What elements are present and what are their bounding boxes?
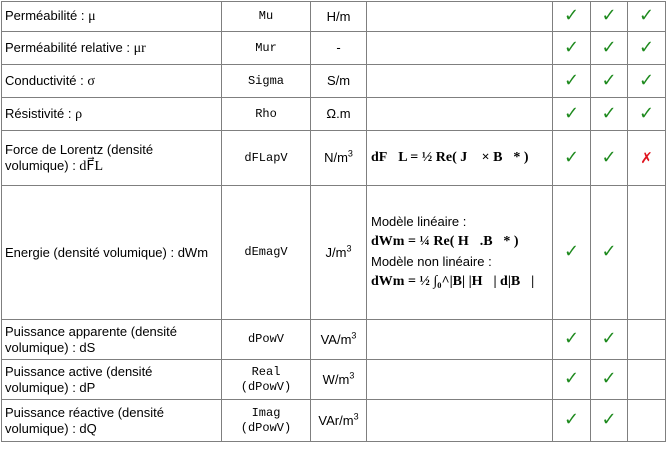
unit-cell: [311, 131, 367, 186]
quantity-name-cell: [2, 186, 222, 320]
support-cell: [553, 186, 591, 320]
support-cell: [591, 131, 628, 186]
support-cell: [553, 320, 591, 360]
variable-code: dPowV: [247, 332, 284, 346]
quantity-label: Puissance réactive (densité volumique) : dQ: [5, 404, 164, 436]
cross-icon: ✗: [640, 148, 653, 167]
quantity-symbol: μr: [133, 40, 146, 56]
support-cell: [628, 400, 666, 442]
quantity-name-cell: [2, 65, 222, 98]
unit-text: W/m: [322, 371, 350, 387]
check-icon: ✓: [601, 409, 617, 430]
check-icon: ✓: [601, 328, 617, 349]
unit-text: Ω.m: [326, 106, 351, 121]
formula-cell: [367, 2, 553, 32]
formula-cell: [367, 65, 553, 98]
variable-code-cell: [222, 65, 311, 98]
check-icon: ✓: [601, 5, 617, 26]
quantity-name-cell: [2, 360, 222, 400]
quantity-label: Perméabilité :: [5, 8, 89, 23]
quantity-label: Résistivité :: [5, 105, 76, 121]
variable-code-cell: [222, 32, 311, 65]
support-cell: [591, 65, 628, 98]
variable-code-cell: [222, 186, 311, 320]
support-cell: [628, 98, 666, 131]
support-cell: [591, 400, 628, 442]
table-row: [2, 186, 666, 320]
formula-cell: [367, 98, 553, 131]
check-icon: ✓: [563, 5, 580, 26]
unit-cell: [311, 400, 367, 442]
support-cell: [591, 186, 628, 320]
check-icon: ✓: [638, 5, 655, 26]
support-cell: [628, 65, 666, 98]
variable-code: Mur: [255, 40, 277, 55]
support-cell: [628, 32, 666, 65]
check-icon: ✓: [563, 368, 580, 389]
table-row: [2, 32, 666, 65]
unit-cell: [311, 32, 367, 65]
quantity-symbol: dF⃗L: [79, 158, 104, 174]
unit-text: N/m: [324, 150, 348, 165]
variable-code: Imag: [251, 405, 281, 420]
formula-model-label: Modèle linéaire :: [371, 213, 467, 229]
quantity-symbol: μ: [88, 9, 96, 24]
variable-code: Sigma: [247, 73, 284, 88]
formula-expression: dF⃗L = ½ Re( J⃗ × B⃗* ): [371, 150, 529, 165]
support-cell: [591, 320, 628, 360]
formula-cell: [367, 32, 553, 65]
variable-code-cell: [222, 400, 311, 442]
unit-text: VA/m: [320, 331, 352, 347]
quantity-name-cell: [2, 2, 222, 32]
variable-code: Mu: [258, 9, 274, 23]
check-icon: ✓: [638, 102, 655, 124]
support-cell: [628, 186, 666, 320]
support-cell: [553, 360, 591, 400]
unit-text: J/m: [325, 244, 347, 260]
unit-exponent: 3: [346, 243, 352, 254]
formula-expression: dWm = ½ ∫₀^|B| |H⃗| d|B⃗|: [371, 273, 535, 289]
unit-exponent: 3: [353, 411, 359, 422]
variable-code: dEmagV: [244, 245, 288, 259]
variable-code: dFLapV: [244, 150, 288, 165]
check-icon: ✓: [601, 36, 617, 58]
quantity-symbol: ρ: [75, 106, 83, 122]
check-icon: ✓: [601, 146, 617, 168]
check-icon: ✓: [563, 409, 580, 430]
unit-exponent: 3: [347, 148, 353, 159]
formula-cell: [367, 320, 553, 360]
support-cell: [591, 98, 628, 131]
support-cell: [628, 320, 666, 360]
check-icon: ✓: [638, 36, 655, 58]
quantity-label: Puissance active (densité volumique) : dP: [5, 363, 153, 395]
variable-code-cell: [222, 98, 311, 131]
support-cell: [553, 65, 591, 98]
check-icon: ✓: [563, 36, 580, 58]
table-row: [2, 98, 666, 131]
quantity-label: Force de Lorentz (densité volumique) :: [5, 141, 154, 173]
unit-cell: [311, 2, 367, 32]
quantity-name-cell: [2, 98, 222, 131]
formula-cell: [367, 360, 553, 400]
check-icon: ✓: [601, 241, 617, 262]
check-icon: ✓: [601, 102, 617, 124]
formula-expression: dWm = ¼ Re( H⃗.B⃗* ): [371, 233, 519, 249]
check-icon: ✓: [563, 146, 580, 168]
unit-cell: [311, 360, 367, 400]
support-cell: [628, 131, 666, 186]
formula-cell: [367, 400, 553, 442]
check-icon: ✓: [563, 69, 580, 91]
check-icon: ✓: [601, 368, 617, 389]
support-cell: [628, 360, 666, 400]
table-row: [2, 131, 666, 186]
unit-text: -: [336, 40, 341, 55]
quantity-label: Conductivité :: [5, 72, 88, 88]
check-icon: ✓: [601, 69, 617, 91]
quantity-label: Perméabilité relative :: [5, 39, 134, 55]
variable-code-argument: (dPowV): [240, 420, 292, 435]
support-cell: [553, 400, 591, 442]
unit-text: VAr/m: [318, 412, 354, 428]
table-row: [2, 65, 666, 98]
variable-code-cell: [222, 360, 311, 400]
formula-model-label: Modèle non linéaire :: [371, 253, 492, 269]
check-icon: ✓: [563, 102, 580, 124]
table-row: [2, 320, 666, 360]
variable-code-cell: [222, 320, 311, 360]
support-cell: [591, 360, 628, 400]
support-cell: [591, 2, 628, 32]
table-row: [2, 400, 666, 442]
unit-text: H/m: [326, 8, 351, 24]
unit-cell: [311, 98, 367, 131]
support-cell: [628, 2, 666, 32]
check-icon: ✓: [638, 69, 655, 91]
support-cell: [591, 32, 628, 65]
unit-text: S/m: [326, 73, 351, 88]
quantity-name-cell: [2, 400, 222, 442]
unit-exponent: 3: [349, 370, 355, 381]
check-icon: ✓: [563, 241, 580, 262]
variable-code: Rho: [255, 106, 277, 121]
variable-code-argument: (dPowV): [240, 379, 292, 394]
formula-cell: [367, 186, 553, 320]
support-cell: [553, 98, 591, 131]
unit-cell: [311, 186, 367, 320]
variable-code: Real: [251, 364, 281, 379]
quantity-name-cell: [2, 320, 222, 360]
unit-exponent: 3: [351, 330, 357, 341]
support-cell: [553, 2, 591, 32]
quantity-label: Puissance apparente (densité volumique) : dS: [5, 323, 178, 355]
quantities-table: [1, 1, 666, 442]
unit-cell: [311, 65, 367, 98]
variable-code-cell: [222, 131, 311, 186]
formula-cell: [367, 131, 553, 186]
table-row: [2, 360, 666, 400]
check-icon: ✓: [563, 328, 580, 349]
support-cell: [553, 131, 591, 186]
quantity-label: Energie (densité volumique) : dWm: [5, 244, 209, 260]
quantity-symbol: σ: [87, 73, 95, 89]
unit-cell: [311, 320, 367, 360]
support-cell: [553, 32, 591, 65]
quantity-name-cell: [2, 131, 222, 186]
table-row: [2, 2, 666, 32]
variable-code-cell: [222, 2, 311, 32]
quantity-name-cell: [2, 32, 222, 65]
